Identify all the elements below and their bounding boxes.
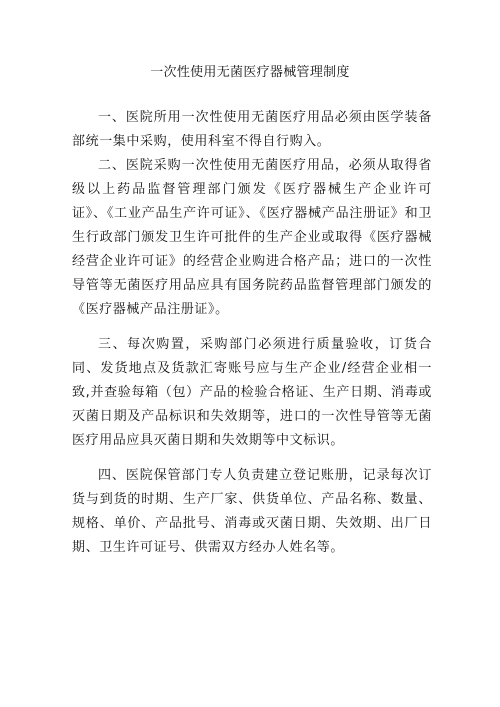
paragraph-1: 一、医院所用一次性使用无菌医疗用品必须由医学装备部统一集中采购，使用科室不得自行购入。 — [72, 110, 432, 149]
paragraph-2: 二、医院采购一次性使用无菌医疗用品，必须从取得省级以上药品监督管理部门颁发《医疗器械生产企业许可证》、《工业产品生产许可证》、《医疗器械产品注册证》和卫生行政部门颁发卫生许可批件的生产企业或取得《医疗器械经营企业许可证》的经营企业购进合格产品；进口的一次性导管等无菌医疗用品应具有国务院药品监督管理部门颁发的《医疗器械产品注册证》。 — [72, 158, 432, 317]
document-title: 一次性使用无菌医疗器械管理制度 — [150, 65, 350, 80]
paragraph-4: 四、医院保管部门专人负责建立登记账册，记录每次订货与到货的时期、生产厂家、供货单位、产品名称、数量、规格、单价、产品批号、消毒或灭菌日期、失效期、出厂日期、卫生许可证号、供需双方经办人姓名等。 — [72, 468, 432, 555]
paragraph-3: 三、每次购置，采购部门必须进行质量验收，订货合同、发货地点及货款汇寄账号应与生产企业/经营企业相一致,并查验每箱（包）产品的检验合格证、生产日期、消毒或灭菌日期及产品标识和失效期等，进口的一次性导管等无菌医疗用品应具灭菌日期和失效期等中文标识。 — [72, 337, 432, 448]
document-body — [72, 106, 432, 560]
